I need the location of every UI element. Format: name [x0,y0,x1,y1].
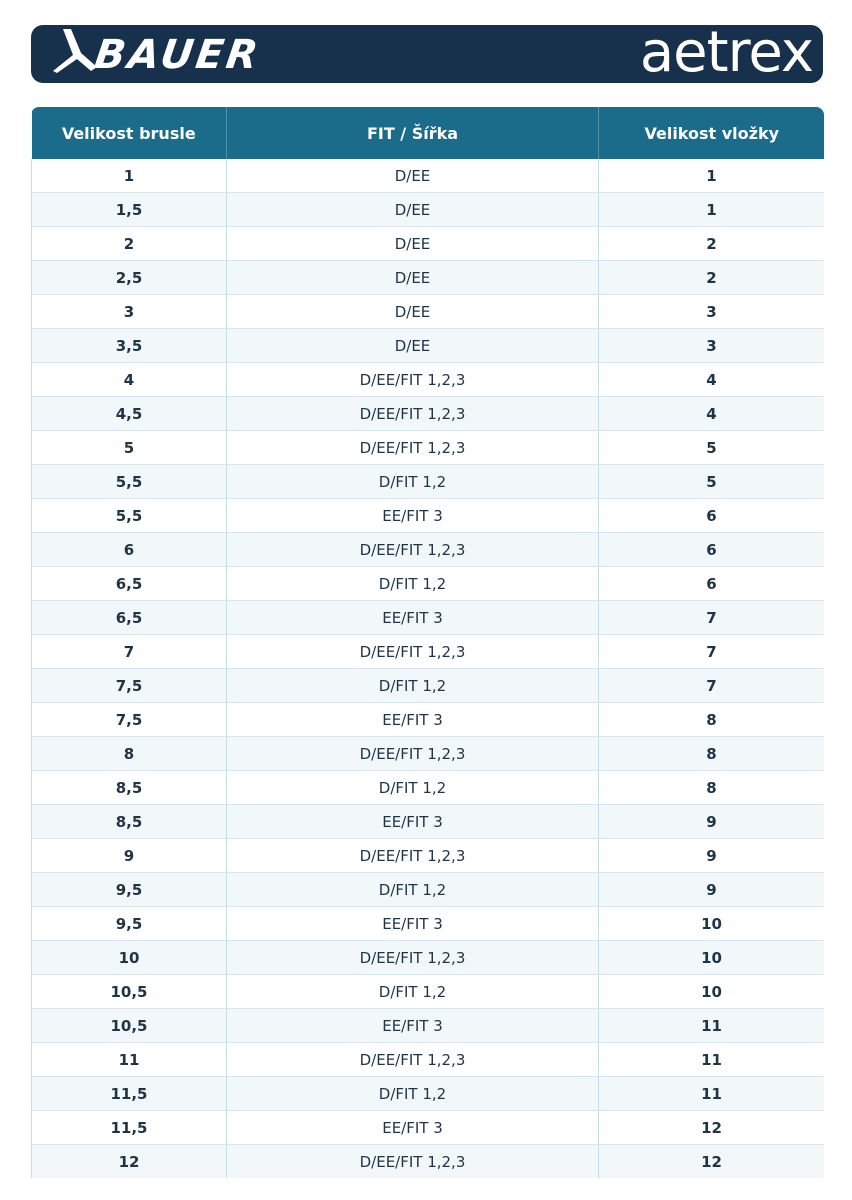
skate-size-cell: 7,5 [32,703,227,737]
fit-width-cell: D/EE/FIT 1,2,3 [227,839,599,873]
skate-size-cell: 2,5 [32,261,227,295]
fit-width-cell: D/EE/FIT 1,2,3 [227,1043,599,1077]
fit-width-cell: EE/FIT 3 [227,1009,599,1043]
fit-width-cell: D/EE/FIT 1,2,3 [227,431,599,465]
insole-size-cell: 8 [599,703,825,737]
insole-size-cell: 3 [599,295,825,329]
skate-size-cell: 2 [32,227,227,261]
fit-width-cell: EE/FIT 3 [227,805,599,839]
insole-size-cell: 2 [599,227,825,261]
fit-width-cell: D/FIT 1,2 [227,975,599,1009]
fit-width-cell: EE/FIT 3 [227,1111,599,1145]
header-insole-size: Velikost vložky [599,107,825,159]
insole-size-cell: 10 [599,941,825,975]
header-skate-size: Velikost brusle [32,107,227,159]
skate-size-cell: 1,5 [32,193,227,227]
skate-size-cell: 3 [32,295,227,329]
skate-size-cell: 5,5 [32,465,227,499]
skate-size-cell: 10 [32,941,227,975]
fit-width-cell: D/EE/FIT 1,2,3 [227,941,599,975]
skate-size-cell: 10,5 [32,975,227,1009]
fit-width-cell: D/EE [227,295,599,329]
insole-size-cell: 12 [599,1145,825,1179]
table-row [32,193,825,227]
insole-size-cell: 4 [599,397,825,431]
insole-size-cell: 11 [599,1077,825,1111]
table-row [32,601,825,635]
skate-size-cell: 7 [32,635,227,669]
header-fit-width: FIT / Šířka [227,107,599,159]
table-row [32,1043,825,1077]
insole-size-cell: 9 [599,873,825,907]
table-row [32,873,825,907]
table-row [32,635,825,669]
skate-size-cell: 7,5 [32,669,227,703]
fit-width-cell: D/EE [227,227,599,261]
insole-size-cell: 6 [599,533,825,567]
fit-width-cell: EE/FIT 3 [227,601,599,635]
table-row [32,1009,825,1043]
bauer-wordmark: BAUER [91,32,264,78]
skate-size-cell: 6,5 [32,601,227,635]
skate-size-cell: 9 [32,839,227,873]
fit-width-cell: D/EE/FIT 1,2,3 [227,737,599,771]
fit-width-cell: D/FIT 1,2 [227,567,599,601]
insole-size-cell: 1 [599,159,825,193]
fit-width-cell: D/FIT 1,2 [227,669,599,703]
insole-size-cell: 11 [599,1009,825,1043]
table-row [32,159,825,193]
table-row [32,499,825,533]
fit-width-cell: D/EE/FIT 1,2,3 [227,635,599,669]
skate-size-cell: 3,5 [32,329,227,363]
table-header-row [32,107,825,159]
table-row [32,771,825,805]
insole-size-cell: 12 [599,1111,825,1145]
table-row [32,839,825,873]
fit-width-cell: D/FIT 1,2 [227,465,599,499]
table-row [32,703,825,737]
fit-width-cell: D/EE/FIT 1,2,3 [227,1145,599,1179]
fit-width-cell: D/EE/FIT 1,2,3 [227,363,599,397]
table-row [32,941,825,975]
fit-width-cell: D/FIT 1,2 [227,1077,599,1111]
insole-size-cell: 4 [599,363,825,397]
skate-size-cell: 6 [32,533,227,567]
fit-width-cell: D/FIT 1,2 [227,873,599,907]
skate-size-cell: 4 [32,363,227,397]
insole-size-cell: 1 [599,193,825,227]
insole-size-cell: 7 [599,601,825,635]
table-body [32,159,825,1178]
skate-size-cell: 8,5 [32,771,227,805]
brand-banner [31,20,823,85]
table-row [32,533,825,567]
fit-width-cell: D/EE/FIT 1,2,3 [227,397,599,431]
insole-size-cell: 7 [599,669,825,703]
insole-size-cell: 8 [599,771,825,805]
table-row [32,295,825,329]
insole-size-cell: 5 [599,465,825,499]
skate-size-cell: 12 [32,1145,227,1179]
table-row [32,261,825,295]
table-row [32,669,825,703]
table-row [32,567,825,601]
insole-size-cell: 9 [599,805,825,839]
table-row [32,431,825,465]
skate-size-cell: 9,5 [32,907,227,941]
table-row [32,975,825,1009]
aetrex-wordmark: aetrex [639,20,813,85]
skate-size-cell: 11,5 [32,1077,227,1111]
insole-size-cell: 6 [599,567,825,601]
skate-size-cell: 8 [32,737,227,771]
skate-size-cell: 11,5 [32,1111,227,1145]
insole-size-cell: 6 [599,499,825,533]
insole-size-cell: 10 [599,975,825,1009]
skate-size-cell: 5,5 [32,499,227,533]
table-row [32,1077,825,1111]
table-row [32,465,825,499]
table-row [32,227,825,261]
table-row [32,737,825,771]
skate-size-cell: 9,5 [32,873,227,907]
table-row [32,805,825,839]
table-row [32,1145,825,1179]
fit-width-cell: EE/FIT 3 [227,703,599,737]
skate-size-cell: 8,5 [32,805,227,839]
skate-size-cell: 5 [32,431,227,465]
fit-width-cell: EE/FIT 3 [227,499,599,533]
fit-width-cell: D/FIT 1,2 [227,771,599,805]
skate-size-cell: 4,5 [32,397,227,431]
fit-width-cell: D/EE [227,329,599,363]
fit-width-cell: D/EE [227,261,599,295]
insole-size-cell: 9 [599,839,825,873]
insole-size-cell: 7 [599,635,825,669]
skate-size-cell: 1 [32,159,227,193]
table-row [32,907,825,941]
fit-width-cell: D/EE [227,159,599,193]
insole-size-cell: 11 [599,1043,825,1077]
insole-size-cell: 10 [599,907,825,941]
skate-size-cell: 10,5 [32,1009,227,1043]
insole-size-cell: 5 [599,431,825,465]
table-row [32,1111,825,1145]
table-row [32,363,825,397]
insole-size-cell: 3 [599,329,825,363]
skate-size-cell: 6,5 [32,567,227,601]
fit-width-cell: D/EE/FIT 1,2,3 [227,533,599,567]
size-chart [31,107,824,1178]
insole-size-cell: 2 [599,261,825,295]
skate-size-cell: 11 [32,1043,227,1077]
fit-width-cell: D/EE [227,193,599,227]
size-table [31,107,824,1178]
fit-width-cell: EE/FIT 3 [227,907,599,941]
insole-size-cell: 8 [599,737,825,771]
table-row [32,329,825,363]
table-row [32,397,825,431]
